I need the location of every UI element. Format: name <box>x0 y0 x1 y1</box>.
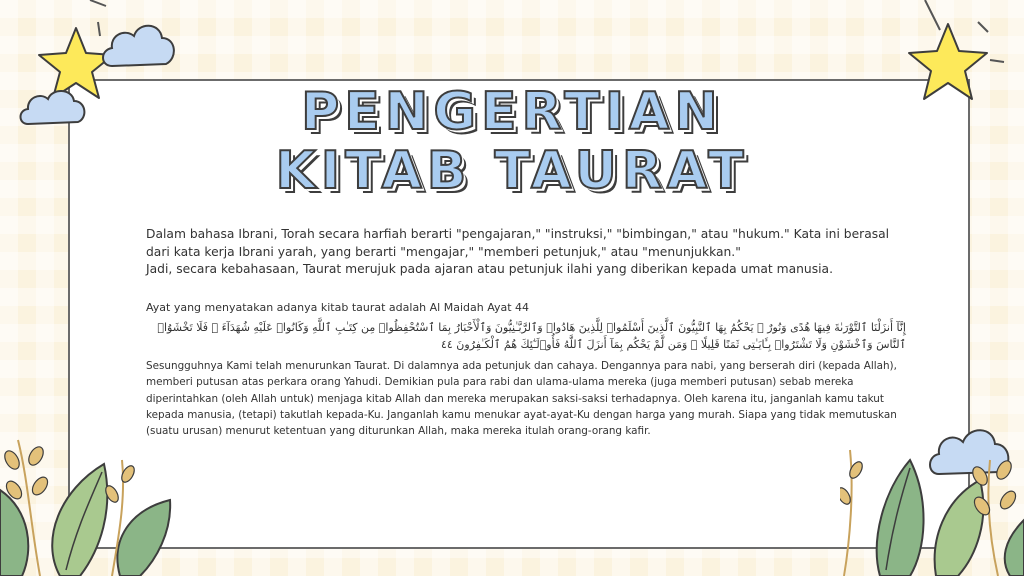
verse-translation: Sesungguhnya Kami telah menurunkan Taurat. Di dalamnya ada petunjuk dan cahaya. Dengannya para nabi, yang berserah diri (kepada Allah), memberi putusan atas perkara orang Yahudi. Demikian pula para rabi dan ulama-ulama mereka (juga memberi putusan) sebab mereka diperintahkan (oleh Allah untuk) menjaga kitab Allah dan mereka merupakan saksi-saksi terhadapnya. Oleh karena itu, janganlah kamu takut kepada manusia, (tetapi) takutlah kepada-Ku. Janganlah kamu menukar ayat-ayat-Ku dengan harga yang murah. Siapa yang tidak memutuskan (suatu urusan) menurut ketentuan yang diturunkan Allah, maka mereka itulah orang-orang kafir. <box>146 360 897 438</box>
intro-paragraph <box>146 226 906 279</box>
leaf-icon <box>0 420 200 576</box>
page-title-line1: PENGERTIAN <box>301 82 723 142</box>
intro-definition: Dalam bahasa Ibrani, Torah secara harfiah berarti "pengajaran," "instruksi," "bimbingan," atau "hukum." Kata ini berasal dari kata kerja Ibrani yarah, yang berarti "mengajar," "memberi petunjuk," atau "menunjukkan." <box>146 227 890 259</box>
ayat-heading: Ayat yang menyatakan adanya kitab taurat adalah Al Maidah Ayat 44 <box>146 301 530 314</box>
intro-conclusion: Jadi, secara kebahasaan, Taurat merujuk pada ajaran atau petunjuk ilahi yang diberikan kepada umat manusia. <box>146 262 833 276</box>
page-title-line2: KITAB TAURAT <box>275 141 749 201</box>
cloud-icon <box>98 16 180 74</box>
leaf-icon <box>840 440 1024 576</box>
arabic-verse: إِنَّآ أَنزَلْنَا ٱلتَّوْرَىٰةَ فِيهَا هُدًى وَنُورٌ ۚ يَحْكُمُ بِهَا ٱلنَّبِيُّونَ ٱلَّذِينَ أَسْلَمُوا۟ لِلَّذِينَ هَادُوا۟ وَٱلرَّبَّـٰنِيُّونَ وَٱلْأَحْبَارُ بِمَا ٱسْتُحْفِظُوا۟ مِن كِتَـٰبِ ٱللَّهِ وَكَانُوا۟ عَلَيْهِ شُهَدَآءَ ۚ فَلَا تَخْشَوُا۟ ٱلنَّاسَ وَٱخْشَوْنِ وَلَا تَشْتَرُوا۟ بِـَٔايَـٰتِى ثَمَنًا قَلِيلًا ۚ وَمَن لَّمْ يَحْكُم بِمَآ أَنزَلَ ٱللَّهُ فَأُو۟لَـٰٓئِكَ هُمُ ٱلْكَـٰفِرُونَ ٤٤ <box>157 321 906 351</box>
